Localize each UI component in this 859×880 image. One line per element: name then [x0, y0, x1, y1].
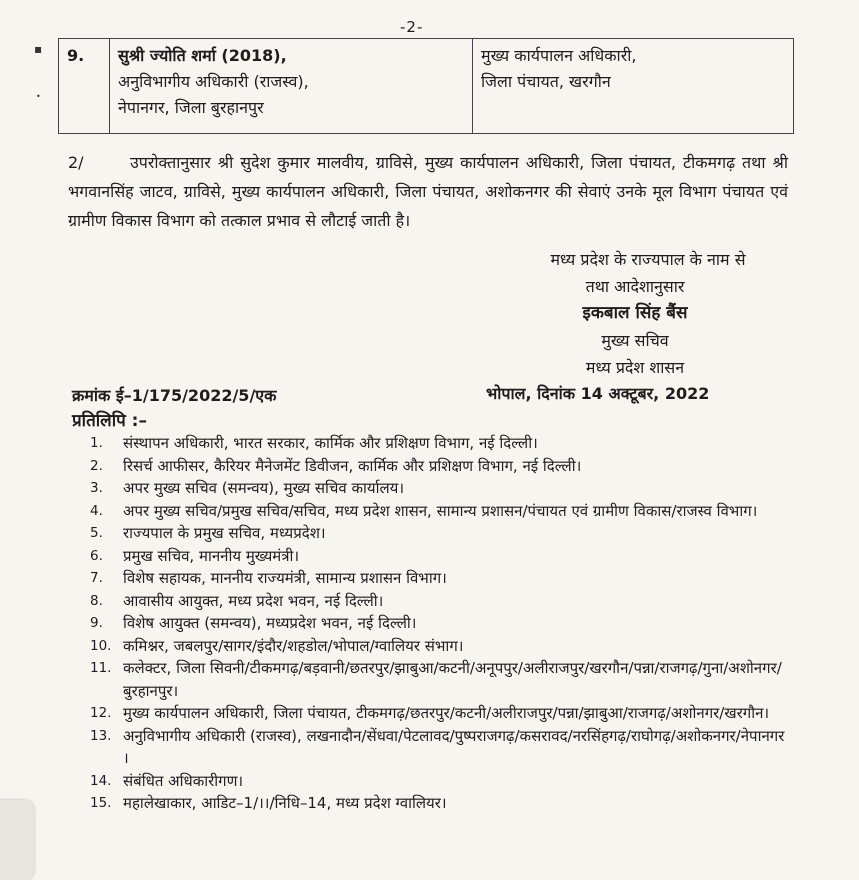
signatory-office: मध्य प्रदेश शासन	[585, 358, 685, 377]
copy-item-text: अनुविभागीय अधिकारी (राजस्व), लखनादौन/सेंधवा/पेटलावद/पुष्पराजगढ़/कसरावद/नरसिंहगढ़/राघोगढ़/अशोकनगर/नेपानगर ।	[123, 726, 785, 767]
entry-new-post	[473, 39, 794, 134]
signatory-designation: मुख्य सचिव	[601, 331, 669, 350]
order-paragraph	[68, 148, 788, 235]
officer-current-designation: अनुविभागीय अधिकारी (राजस्व),	[118, 72, 309, 91]
copy-item-text: रिसर्च आफीसर, कैरियर मैनेजमेंट डिवीजन, कार्मिक और प्रशिक्षण विभाग, नई दिल्ली।	[123, 456, 582, 475]
copy-recipient-item	[90, 590, 790, 613]
copy-recipient-item	[90, 500, 790, 523]
copy-item-number: 3.	[90, 480, 103, 496]
copy-recipient-item	[90, 432, 790, 455]
margin-mark: •	[36, 92, 41, 101]
copy-item-text: आवासीय आयुक्त, मध्य प्रदेश भवन, नई दिल्ली।	[123, 591, 384, 610]
posting-entry-table	[58, 38, 794, 134]
copy-item-text: मुख्य कार्यपालन अधिकारी, जिला पंचायत, टीकमगढ़/छतरपुर/कटनी/अलीराजपुर/पन्ना/झाबुआ/राजगढ़/अशोनगर/खरगौन।	[123, 704, 770, 722]
paragraph-number: 2/	[68, 153, 84, 172]
copy-recipient-item	[90, 725, 790, 770]
entry-number: 9.	[59, 39, 110, 134]
signatory-name: इकबाल सिंह बैंस	[582, 303, 688, 323]
copy-item-number: 4.	[90, 502, 103, 519]
copy-item-number: 5.	[90, 525, 103, 541]
copy-item-number: 13.	[90, 727, 112, 744]
copy-item-text: कलेक्टर, जिला सिवनी/टीकमगढ़/बड़वानी/छतरपुर/झाबुआ/कटनी/अनूपपुर/अलीराजपुर/खरगौन/पन्ना/राजगढ़/गुना/अशोनगर/बुरहानपुर।	[123, 659, 782, 700]
copy-item-text: अपर मुख्य सचिव/प्रमुख सचिव/सचिव, मध्य प्रदेश शासन, सामान्य प्रशासन/पंचायत एवं ग्रामीण विकास/राजस्व विभाग।	[123, 501, 758, 520]
copy-recipient-item	[90, 455, 790, 478]
page-corner-overlay	[0, 800, 34, 880]
copy-recipient-item	[90, 635, 790, 658]
copy-item-number: 12.	[90, 705, 112, 721]
signature-authority-line: मध्य प्रदेश के राज्यपाल के नाम से	[550, 250, 746, 269]
copy-item-number: 7.	[90, 570, 103, 586]
page-number: -2-	[400, 18, 424, 36]
copy-item-number: 14.	[90, 772, 112, 789]
copy-item-number: 10.	[90, 637, 112, 654]
copy-item-number: 8.	[90, 592, 103, 609]
new-designation: मुख्य कार्यपालन अधिकारी,	[481, 46, 637, 65]
copy-item-text: कमिश्नर, जबलपुर/सागर/इंदौर/शहडोल/भोपाल/ग्वालियर संभाग।	[123, 636, 464, 655]
copy-item-number: 1.	[90, 435, 103, 451]
officer-name: सुश्री ज्योति शर्मा (2018),	[118, 46, 287, 65]
copy-recipient-item	[90, 612, 790, 635]
copy-recipient-item	[90, 792, 790, 815]
copy-recipient-item	[90, 657, 790, 702]
copy-item-text: संस्थापन अधिकारी, भारत सरकार, कार्मिक और प्रशिक्षण विभाग, नई दिल्ली।	[123, 434, 538, 452]
copy-item-text: प्रमुख सचिव, माननीय मुख्यमंत्री।	[123, 546, 300, 565]
copy-item-number: 11.	[90, 660, 112, 676]
copy-item-text: विशेष सहायक, माननीय राज्यमंत्री, सामान्य प्रशासन विभाग।	[123, 569, 447, 587]
copy-item-text: महालेखाकार, आडिट–1/।।/निधि–14, मध्य प्रदेश ग्वालियर।	[123, 794, 447, 812]
margin-mark: ▪	[34, 42, 43, 56]
copy-recipient-item	[90, 545, 790, 568]
copy-heading: प्रतिलिपि :–	[72, 411, 147, 431]
copy-recipient-item	[90, 567, 790, 590]
paragraph-text: उपरोक्तानुसार श्री सुदेश कुमार मालवीय, ग्राविसे, मुख्य कार्यपालन अधिकारी, जिला पंचायत, टीकमगढ़ तथा श्री भगवानसिंह जाटव, ग्राविसे, मुख्य कार्यपालन अधिकारी, जिला पंचायत, अशोकनगर की सेवाएं उनके मूल विभाग पंचायत एवं ग्रामीण विकास विभाग को तत्काल प्रभाव से लौटाई जाती है।	[68, 153, 788, 230]
copy-recipient-item	[90, 702, 790, 725]
copy-recipient-list	[90, 432, 790, 815]
signature-order-line: तथा आदेशानुसार	[585, 277, 685, 296]
copy-item-text: संबंधित अधिकारीगण।	[123, 771, 244, 790]
entry-current-post	[110, 39, 473, 134]
place-date: भोपाल, दिनांक 14 अक्टूबर, 2022	[486, 384, 710, 403]
copy-recipient-item	[90, 522, 790, 545]
copy-item-text: विशेष आयुक्त (समन्वय), मध्यप्रदेश भवन, नई दिल्ली।	[123, 614, 417, 632]
officer-current-location: नेपानगर, जिला बुरहानपुर	[118, 98, 264, 117]
copy-item-number: 2.	[90, 457, 103, 474]
copy-recipient-item	[90, 477, 790, 500]
signature-block	[440, 246, 830, 381]
copy-item-number: 15.	[90, 795, 112, 811]
copy-item-text: राज्यपाल के प्रमुख सचिव, मध्यप्रदेश।	[123, 524, 326, 542]
copy-item-number: 9.	[90, 615, 103, 631]
copy-recipient-item	[90, 770, 790, 793]
copy-item-text: अपर मुख्य सचिव (समन्वय), मुख्य सचिव कार्यालय।	[123, 479, 405, 497]
reference-number: क्रमांक ई–1/175/2022/5/एक	[72, 386, 277, 405]
new-location: जिला पंचायत, खरगौन	[481, 72, 611, 91]
copy-item-number: 6.	[90, 547, 103, 564]
